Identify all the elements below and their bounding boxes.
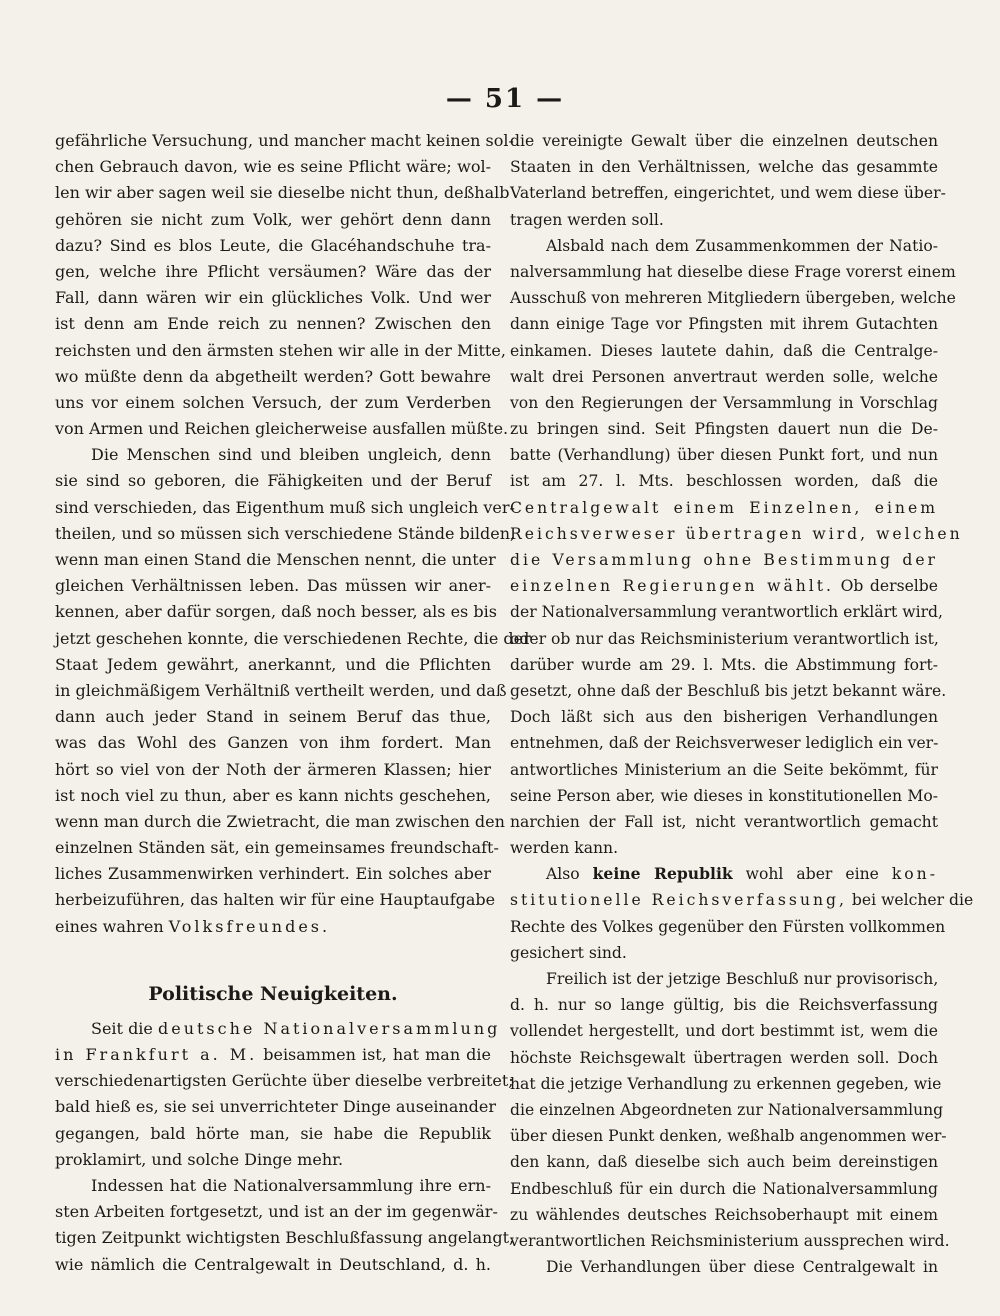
text-line: zu bringen sind. Seit Pfingsten dauert nun die De-: [510, 420, 938, 439]
text-line: gen, welche ihre Pflicht versäumen? Wäre das der: [55, 261, 491, 281]
text-line: tragen werden soll.: [510, 210, 664, 229]
text-line: verantwortlichen Reichsministerium aussprechen wird.: [510, 1231, 950, 1250]
text-line: bald hieß es, sie sei unverrichteter Dinge auseinander: [55, 1097, 497, 1117]
text-line: reichsten und den ärmsten stehen wir alle in der Mitte,: [55, 340, 506, 360]
text-line: theilen, und so müssen sich verschiedene Stände bilden,: [55, 523, 516, 543]
text-line: darüber wurde am 29. l. Mts. die Abstimmung fort-: [510, 655, 938, 674]
text-line: Vaterland betreffen, eingerichtet, und wem diese über-: [510, 184, 946, 203]
emphasized-text: Reichsverweser übertragen wird, welchen: [510, 524, 963, 543]
text-line: hört so viel von der Noth der ärmeren Klassen; hier: [55, 759, 491, 779]
paragraph: [55, 1016, 514, 1173]
text-line: von Armen und Reichen gleicherweise ausfallen müßte.: [55, 419, 509, 439]
text-line: chen Gebrauch davon, wie es seine Pflicht wäre; wol-: [55, 157, 491, 177]
text-line: sind verschieden, das Eigenthum muß sich ungleich ver-: [55, 497, 515, 517]
text-line: über diesen Punkt denken, weßhalb angenommen wer-: [510, 1127, 947, 1146]
text-line: was das Wohl des Ganzen von ihm fordert. Man: [55, 733, 491, 753]
text-run: wohl aber eine: [732, 865, 892, 884]
text-line: dann auch jeder Stand in seinem Beruf das thue,: [55, 707, 491, 727]
text-line: Endbeschluß für ein durch die Nationalversammlung: [510, 1179, 938, 1198]
text-line: verschiedenartigsten Gerüchte über dieselbe verbreitet;: [55, 1071, 514, 1091]
text-line: sten Arbeiten fortgesetzt, und ist an der im gegenwär-: [55, 1202, 498, 1222]
text-line: die einzelnen Abgeordneten zur Nationalversammlung: [510, 1100, 944, 1119]
text-line: Staat Jedem gewährt, anerkannt, und die Pflichten: [55, 654, 491, 674]
text-line: gefährliche Versuchung, und mancher macht keinen sol-: [55, 131, 514, 150]
paragraph: [55, 128, 514, 442]
text-run: Ob derselbe: [834, 577, 938, 596]
text-line: in gleichmäßigem Verhältniß vertheilt werden, und daß: [55, 680, 507, 700]
paragraph: [510, 128, 946, 233]
text-line: kennen, aber dafür sorgen, daß noch besser, als es bis: [55, 602, 497, 622]
text-line: Rechte des Volkes gegenüber den Fürsten vollkommen: [510, 917, 946, 936]
text-line: Ausschuß von mehreren Mitgliedern übergeben, welche: [510, 289, 956, 308]
text-line: entnehmen, daß der Reichsverweser lediglich ein ver-: [510, 734, 939, 753]
text-line: antwortliches Ministerium an die Seite bekömmt, für: [510, 760, 938, 779]
text-line: hat die jetzige Verhandlung zu erkennen gegeben, wie: [510, 1074, 942, 1093]
text-line: zu wählendes deutsches Reichsoberhaupt mit einem: [510, 1205, 938, 1224]
text-run: beisammen ist, hat man die: [257, 1045, 491, 1064]
emphasized-text: in Frankfurt a. M.: [55, 1045, 258, 1064]
text-run: bei welcher die: [846, 891, 974, 910]
text-line: Fall, dann wären wir ein glückliches Volk. Und wer: [55, 288, 491, 308]
text-line: werden kann.: [510, 839, 619, 858]
left-column: [55, 128, 531, 1278]
emphasized-text: Centralgewalt einem Einzelnen, einem: [510, 498, 938, 517]
text-line: dazu? Sind es blos Leute, die Glacéhandschuhe tra-: [55, 235, 491, 255]
text-line: Die Verhandlungen über diese Centralgewalt in: [546, 1258, 938, 1277]
bold-text: keine Republik: [592, 864, 733, 884]
text-line: narchien der Fall ist, nicht verantwortlich gemacht: [510, 812, 938, 831]
paragraph: [55, 1173, 515, 1278]
text-line: höchste Reichsgewalt übertragen werden soll. Doch: [510, 1048, 938, 1067]
text-line: batte (Verhandlung) über diesen Punkt fort, und nun: [510, 446, 938, 465]
text-line: wenn man einen Stand die Menschen nennt, die unter: [55, 550, 496, 569]
text-line: Freilich ist der jetzige Beschluß nur provisorisch,: [546, 970, 939, 988]
text-run: Seit die: [91, 1018, 158, 1038]
text-line: herbeizuführen, das halten wir für eine Hauptaufgabe: [55, 890, 496, 910]
text-line: [55, 914, 491, 940]
emphasized-text: stitutionelle Reichsverfassung,: [510, 891, 847, 910]
text-line: d. h. nur so lange gültig, bis die Reichsverfassung: [510, 996, 938, 1015]
text-line: einzelnen Ständen sät, ein gemeinsames freundschaft-: [55, 838, 499, 858]
text-line: wo müßte denn da abgetheilt werden? Gott bewahre: [55, 366, 491, 386]
text-line: [55, 1042, 491, 1068]
text-line: uns vor einem solchen Versuch, der zum Verderben: [55, 392, 491, 412]
text-line: [510, 573, 938, 599]
right-column: [510, 128, 974, 1280]
text-line: ist denn am Ende reich zu nennen? Zwischen den: [55, 314, 491, 334]
text-run: eines wahren: [55, 916, 169, 936]
text-line: gehören sie nicht zum Volk, wer gehört denn dann: [55, 209, 491, 229]
text-line: proklamirt, und solche Dinge mehr.: [55, 1149, 344, 1169]
emphasized-text: kon-: [891, 865, 938, 884]
text-line: seine Person aber, wie dieses in konstitutionellen Mo-: [510, 786, 938, 805]
text-line: walt drei Personen anvertraut werden solle, welche: [510, 367, 938, 386]
text-line: wenn man durch die Zwietracht, die man zwischen den: [55, 811, 505, 831]
text-line: [510, 887, 974, 913]
emphasized-text: Volksfreundes.: [168, 916, 331, 936]
text-line: oder ob nur das Reichsministerium verantwortlich ist,: [510, 629, 939, 648]
text-line: jetzt geschehen konnte, die verschiedenen Rechte, die der: [55, 628, 531, 648]
emphasized-text: deutsche Nationalversammlung: [157, 1018, 501, 1038]
text-line: von den Regierungen der Versammlung in Vorschlag: [510, 393, 938, 412]
text-line: gesetzt, ohne daß der Beschluß bis jetzt bekannt wäre.: [510, 681, 947, 700]
text-line: gesichert sind.: [510, 943, 627, 962]
text-line: ist noch viel zu thun, aber es kann nichts geschehen,: [55, 785, 491, 805]
text-line: tigen Zeitpunkt wichtigsten Beschlußfassung angelangt,: [55, 1228, 515, 1248]
text-line: Indessen hat die Nationalversammlung ihre ern-: [91, 1175, 491, 1195]
text-line: dann einige Tage vor Pfingsten mit ihrem Gutachten: [510, 315, 938, 334]
emphasized-text: einzelnen Regierungen wählt.: [510, 577, 834, 596]
text-line: Die Menschen sind und bleiben ungleich, denn: [91, 445, 491, 465]
text-line: einkamen. Dieses lautete dahin, daß die Centralge-: [510, 341, 938, 360]
text-line: len wir aber sagen weil sie dieselbe nicht thun, deßhalb: [55, 183, 510, 203]
text-line: die vereinigte Gewalt über die einzelnen deutschen: [510, 132, 938, 150]
paragraph: [510, 966, 950, 1254]
text-line: gleichen Verhältnissen leben. Das müssen wir aner-: [55, 576, 491, 596]
text-line: gegangen, bald hörte man, sie habe die Republik: [55, 1123, 491, 1143]
text-line: den kann, daß dieselbe sich auch beim dereinstigen: [510, 1153, 938, 1172]
paragraph: [510, 861, 974, 966]
text-line: der Nationalversammlung verantwortlich erklärt wird,: [510, 603, 943, 622]
paragraph: [510, 233, 963, 862]
paragraph: [55, 442, 531, 940]
text-line: nalversammlung hat dieselbe diese Frage vorerst einem: [510, 262, 956, 281]
page-number: — 51 —: [445, 84, 565, 114]
text-line: Alsbald nach dem Zusammenkommen der Natio-: [546, 236, 938, 255]
paragraph: [510, 1254, 938, 1280]
text-line: Staaten in den Verhältnissen, welche das gesammte: [510, 158, 938, 177]
text-line: [55, 1016, 501, 1042]
text-line: ist am 27. l. Mts. beschlossen worden, daß die: [510, 472, 938, 491]
text-line: wie nämlich die Centralgewalt in Deutschland, d. h.: [55, 1254, 491, 1274]
text-line: sie sind so geboren, die Fähigkeiten und der Beruf: [55, 471, 491, 491]
text-line: liches Zusammenwirken verhindert. Ein solches aber: [55, 864, 491, 884]
text-run: Also: [546, 865, 593, 884]
section-heading: Politische Neuigkeiten.: [148, 982, 398, 1005]
emphasized-text: die Versammlung ohne Bestimmung der: [510, 551, 938, 569]
text-line: vollendet hergestellt, und dort bestimmt ist, wem die: [510, 1022, 938, 1041]
text-line: [510, 861, 938, 887]
text-line: Doch läßt sich aus den bisherigen Verhandlungen: [510, 708, 938, 727]
